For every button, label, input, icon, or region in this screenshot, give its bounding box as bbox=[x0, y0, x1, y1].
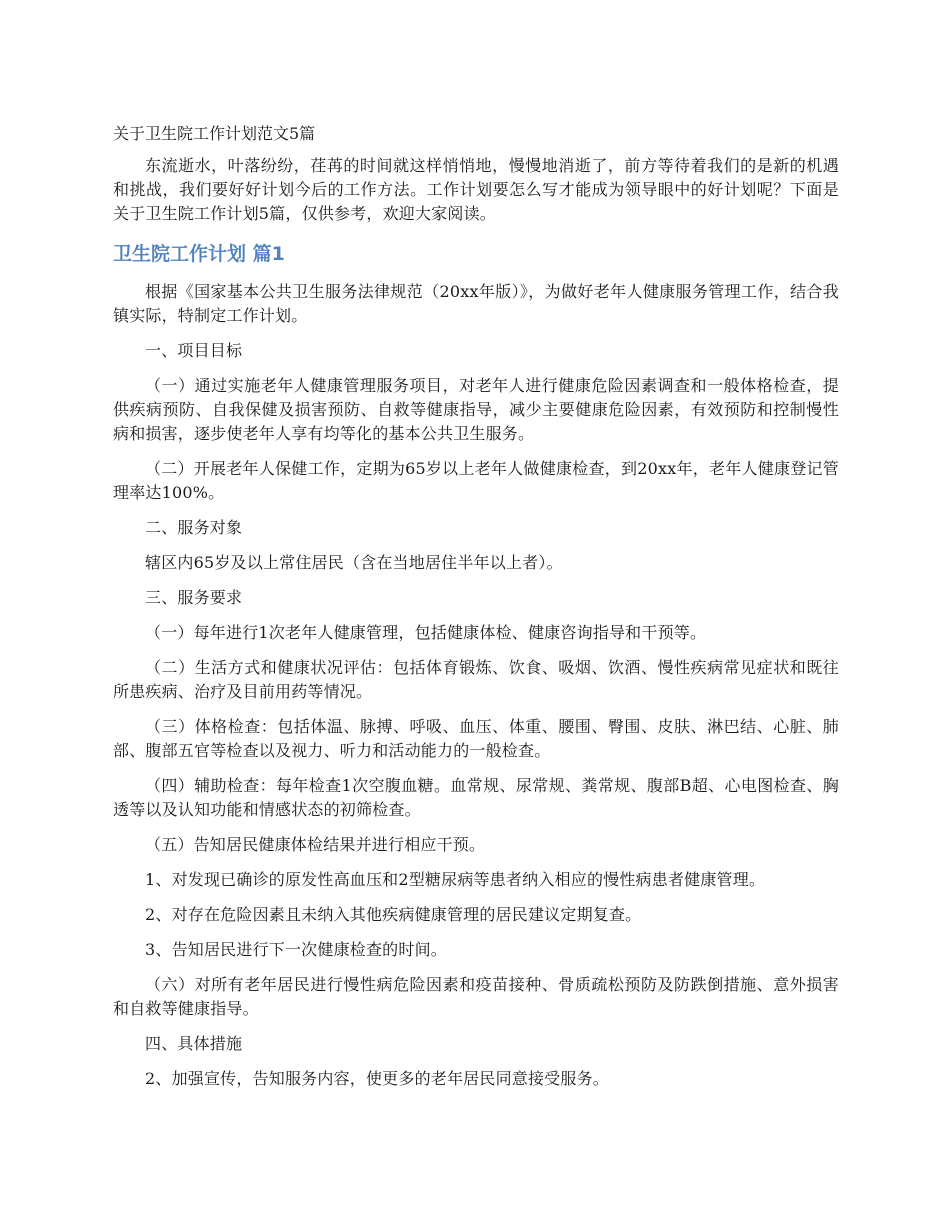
paragraph-item-2: 2、对存在危险因素且未纳入其他疾病健康管理的居民建议定期复查。 bbox=[145, 905, 642, 924]
heading-project-goals: 一、项目目标 bbox=[145, 341, 243, 360]
section-heading: 卫生院工作计划 篇1 bbox=[113, 243, 285, 265]
paragraph-requirement-2: （二）生活方式和健康状况评估：包括体育锻炼、饮食、吸烟、饮酒、慢性疾病常见症状和既往所患疾病、治疗及目前用药等情况。 bbox=[113, 658, 839, 701]
intro-paragraph: 东流逝水，叶落纷纷，荏苒的时间就这样悄悄地，慢慢地消逝了，前方等待着我们的是新的机遇和挑战，我们要好好计划今后的工作方法。工作计划要怎么写才能成为领导眼中的好计划呢？下面是关于卫生院工作计划5篇，仅供参考，欢迎大家阅读。 bbox=[113, 156, 839, 223]
document-content bbox=[113, 122, 839, 1102]
paragraph-item-1: 1、对发现已确诊的原发性高血压和2型糖尿病等患者纳入相应的慢性病患者健康管理。 bbox=[145, 870, 766, 889]
paragraph-requirement-1: （一）每年进行1次老年人健康管理，包括健康体检、健康咨询指导和干预等。 bbox=[145, 623, 707, 642]
paragraph-goal-1: （一）通过实施老年人健康管理服务项目，对老年人进行健康危险因素调查和一般体格检查，提供疾病预防、自我保健及损害预防、自救等健康指导，减少主要健康危险因素，有效预防和控制慢性病和损害，逐步使老年人享有均等化的基本公共卫生服务。 bbox=[113, 376, 839, 443]
paragraph-item-3: 3、告知居民进行下一次健康检查的时间。 bbox=[145, 940, 447, 959]
heading-specific-measures: 四、具体措施 bbox=[145, 1034, 243, 1053]
paragraph-requirement-6: （六）对所有老年居民进行慢性病危险因素和疫苗接种、骨质疏松预防及防跌倒措施、意外损害和自救等健康指导。 bbox=[113, 975, 839, 1018]
paragraph-goal-2: （二）开展老年人保健工作，定期为65岁以上老年人做健康检查，到20xx年，老年人健康登记管理率达100%。 bbox=[113, 459, 839, 502]
paragraph-requirement-3: （三）体格检查：包括体温、脉搏、呼吸、血压、体重、腰围、臀围、皮肤、淋巴结、心脏、肺部、腹部五官等检查以及视力、听力和活动能力的一般检查。 bbox=[113, 717, 839, 760]
paragraph-basis: 根据《国家基本公共卫生服务法律规范（20xx年版）》，为做好老年人健康服务管理工作，结合我镇实际，特制定工作计划。 bbox=[113, 282, 839, 325]
paragraph-service-targets: 辖区内65岁及以上常住居民（含在当地居住半年以上者）。 bbox=[145, 553, 563, 572]
paragraph-measure-2: 2、加强宣传，告知服务内容，使更多的老年居民同意接受服务。 bbox=[145, 1069, 609, 1088]
paragraph-requirement-4: （四）辅助检查：每年检查1次空腹血糖。血常规、尿常规、粪常规、腹部B超、心电图检查、胸透等以及认知功能和情感状态的初筛检查。 bbox=[113, 776, 839, 819]
paragraph-requirement-5: （五）告知居民健康体检结果并进行相应干预。 bbox=[145, 835, 486, 854]
document-title: 关于卫生院工作计划范文5篇 bbox=[113, 124, 316, 143]
heading-service-targets: 二、服务对象 bbox=[145, 518, 243, 537]
heading-service-requirements: 三、服务要求 bbox=[145, 588, 243, 607]
